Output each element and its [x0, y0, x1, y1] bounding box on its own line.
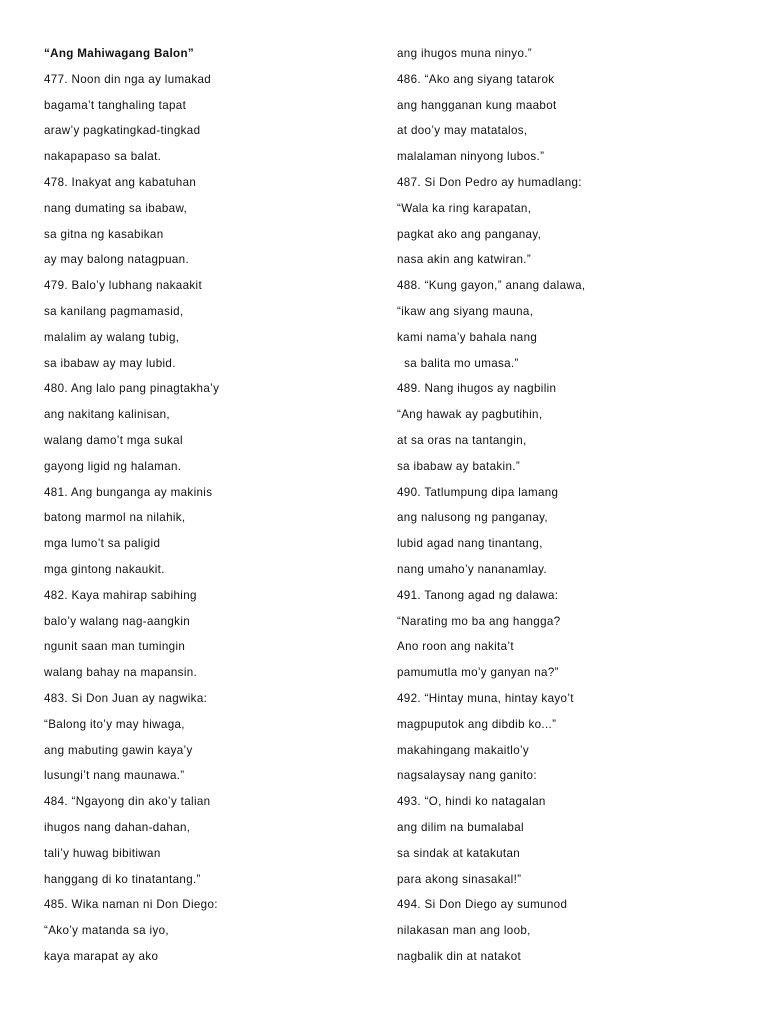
left-line: mga gintong nakaukit.	[44, 562, 165, 576]
left-line: lusungi’t nang maunawa.”	[44, 769, 185, 783]
left-line: walang bahay na mapansin.	[44, 666, 198, 680]
left-line: 485. Wika naman ni Don Diego:	[44, 898, 218, 912]
left-line: ang nakitang kalinisan,	[44, 408, 171, 422]
right-line: nagbalik din at natakot	[397, 949, 522, 963]
right-line: para akong sinasakal!”	[397, 872, 522, 886]
right-line: “Narating mo ba ang hangga?	[397, 614, 561, 628]
right-line: “Ang hawak ay pagbutihin,	[397, 408, 543, 422]
left-line: ngunit saan man tumingin	[44, 640, 186, 654]
left-line: malalim ay walang tubig,	[44, 330, 180, 344]
right-line: at sa oras na tantangin,	[397, 433, 527, 447]
right-line: magpuputok ang dibdib ko...”	[397, 717, 557, 731]
right-column	[397, 41, 737, 970]
left-line: ang mabuting gawin kaya’y	[44, 743, 193, 757]
right-line: kami nama’y bahala nang	[397, 330, 538, 344]
right-line: 492. “Hintay muna, hintay kayo’t	[397, 691, 574, 705]
right-line: ang ihugos muna ninyo.”	[397, 47, 533, 60]
left-line: sa ibabaw ay may lubid.	[44, 356, 176, 370]
left-line: “Ako’y matanda sa iyo,	[44, 924, 169, 938]
right-line: nang umaho’y nananamlay.	[397, 562, 547, 576]
right-line: ang nalusong ng panganay,	[397, 511, 549, 525]
right-line: malalaman ninyong lubos.”	[397, 150, 545, 164]
right-line: nasa akin ang katwiran.”	[397, 253, 532, 267]
left-line: 477. Noon din nga ay lumakad	[44, 72, 212, 86]
right-line: 487. Si Don Pedro ay humadlang:	[397, 175, 582, 189]
left-line: 479. Balo’y lubhang nakaakit	[44, 279, 203, 293]
right-line: lubid agad nang tinantang,	[397, 537, 543, 551]
right-line: 493. “O, hindi ko natagalan	[397, 795, 546, 809]
right-line: ang dilim na bumalabal	[397, 820, 524, 834]
right-line: Ano roon ang nakita’t	[397, 640, 514, 654]
left-line: tali’y huwag bibitiwan	[44, 846, 161, 860]
right-line: sa sindak at katakutan	[397, 846, 521, 860]
left-line: ay may balong natagpuan.	[44, 253, 190, 267]
left-line: 481. Ang bunganga ay makinis	[44, 485, 213, 499]
left-line: ihugos nang dahan-dahan,	[44, 820, 191, 834]
left-line: mga lumo’t sa paligid	[44, 537, 161, 551]
left-line: batong marmol na nilahik,	[44, 511, 186, 525]
left-column	[44, 41, 374, 970]
right-line: “Wala ka ring karapatan,	[397, 201, 532, 215]
left-line: 483. Si Don Juan ay nagwika:	[44, 691, 208, 705]
right-line: “ikaw ang siyang mauna,	[397, 304, 534, 318]
right-line: sa balita mo umasa.”	[397, 356, 519, 370]
poem-title: “Ang Mahiwagang Balon”	[44, 47, 195, 60]
left-line: sa gitna ng kasabikan	[44, 227, 164, 241]
right-line: ang hangganan kung maabot	[397, 98, 557, 112]
right-line: 488. “Kung gayon,” anang dalawa,	[397, 279, 586, 293]
left-line: walang damo’t mga sukal	[44, 433, 183, 447]
right-line: 486. “Ako ang siyang tatarok	[397, 72, 555, 86]
left-line: nakapapaso sa balat.	[44, 150, 162, 164]
right-line: nilakasan man ang loob,	[397, 924, 531, 938]
left-line: gayong ligid ng halaman.	[44, 459, 182, 473]
right-line: nagsalaysay nang ganito:	[397, 769, 537, 783]
right-line: pagkat ako ang panganay,	[397, 227, 542, 241]
left-line: 480. Ang lalo pang pinagtakha’y	[44, 382, 220, 396]
right-line: 491. Tanong agad ng dalawa:	[397, 588, 559, 602]
left-line: hanggang di ko tinatantang.”	[44, 872, 201, 886]
left-line: balo’y walang nag-aangkin	[44, 614, 191, 628]
right-line: 489. Nang ihugos ay nagbilin	[397, 382, 557, 396]
left-line: araw’y pagkatingkad-tingkad	[44, 124, 201, 138]
right-line: at doo’y may matatalos,	[397, 124, 528, 138]
left-line: 478. Inakyat ang kabatuhan	[44, 175, 197, 189]
right-line: 490. Tatlumpung dipa lamang	[397, 485, 559, 499]
right-line: 494. Si Don Diego ay sumunod	[397, 898, 568, 912]
right-line: sa ibabaw ay batakin.”	[397, 459, 521, 473]
left-line: bagama’t tanghaling tapat	[44, 98, 187, 112]
left-line: kaya marapat ay ako	[44, 949, 159, 963]
left-line: “Balong ito’y may hiwaga,	[44, 717, 185, 731]
right-line: makahingang makaitlo’y	[397, 743, 530, 757]
left-line: sa kanilang pagmamasid,	[44, 304, 184, 318]
left-line: nang dumating sa ibabaw,	[44, 201, 188, 215]
left-line: 482. Kaya mahirap sabihing	[44, 588, 197, 602]
right-line: pamumutla mo’y ganyan na?”	[397, 666, 559, 680]
left-line: 484. “Ngayong din ako’y talian	[44, 795, 211, 809]
